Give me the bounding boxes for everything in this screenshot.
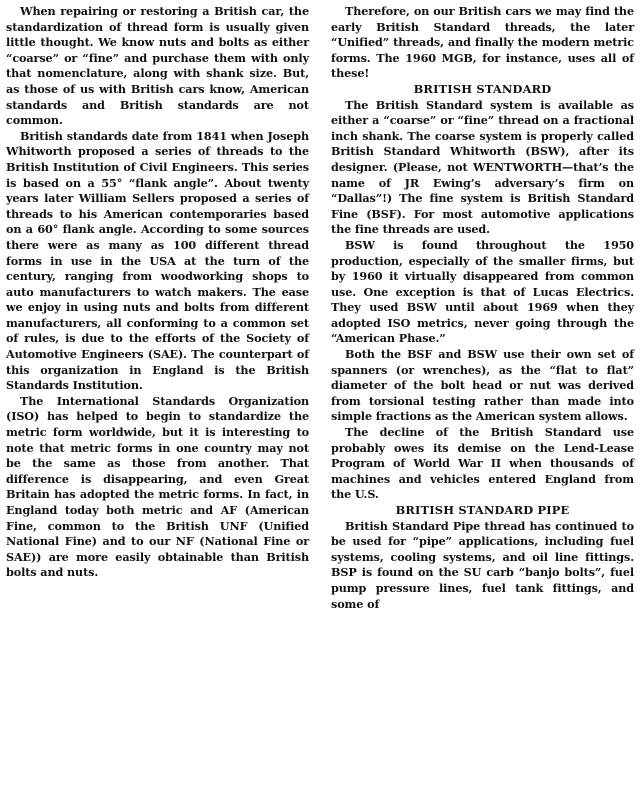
right-column <box>331 4 634 790</box>
paragraph: The British Standard system is available as either a “coarse” or “fine” thread on a fractional inch shank. The coarse system is properly called British Standard Whitworth (BSW), after its designer. (Please, not WENTWORTH—that’s the name of JR Ewing’s adversary’s firm on “Dallas”!) The fine system is British Standard Fine (BSF). For most automotive applications the fine threads are used. <box>331 97 634 237</box>
paragraph: The International Standards Organization (ISO) has helped to begin to standardize the metric form worldwide, but it is interesting to note that metric forms in one country may not be the same as those from another. That difference is disappearing, and even Great Britain has adopted the metric forms. In fact, in England today both metric and AF (American Fine, common to the British UNF (Unified National Fine) and to our NF (National Fine or SAE)) are more easily obtainable than British bolts and nuts. <box>6 393 309 580</box>
section-heading-british-standard-pipe: BRITISH STANDARD PIPE <box>395 503 570 517</box>
paragraph: When repairing or restoring a British car, the standardization of thread form is usually given little thought. We know nuts and bolts as either “coarse” or “fine” and purchase them with only that nomenclature, along with shank size. But, as those of us with British cars know, American standards and British standards are not common. <box>6 4 309 128</box>
intro-paragraph: Therefore, on our British cars we may find the early British Standard threads, the later “Unified” threads, and finally the modern metric forms. The 1960 MGB, for instance, uses all of these! <box>331 4 634 81</box>
paragraph: The decline of the British Standard use probably owes its demise on the Lend-Lease Program of World War II when thousands of machines and vehicles entered England from the U.S. <box>331 425 634 502</box>
paragraph: BSW is found throughout the 1950 production, especially of the smaller firms, but by 1960 it virtually disappeared from common use. One exception is that of Lucas Electrics. They used BSW until about 1969 when they adopted ISO metrics, never going through the “American Phase.” <box>331 237 634 346</box>
left-column <box>6 4 309 790</box>
paragraph: British standards date from 1841 when Joseph Whitworth proposed a series of threads to the British Institution of Civil Engineers. This series is based on a 55° “flank angle”. About twenty years later William Sellers proposed a series of threads to his American contemporaries based on a 60° flank angle. According to some sources there were as many as 100 different thread forms in use in the USA at the turn of the century, ranging from woodworking shops to auto manufacturers to watch makers. The ease we enjoy in using nuts and bolts from different manufacturers, all conforming to a common set of rules, is due to the efforts of the Society of Automotive Engineers (SAE). The counterpart of this organization in England is the British Standards Institution. <box>6 128 309 393</box>
paragraph: British Standard Pipe thread has continued to be used for “pipe” applications, including fuel systems, cooling systems, and oil line fittings. BSP is found on the SU carb “banjo bolts”, fuel pump pressure lines, fuel tank fittings, and some of <box>331 518 634 611</box>
section-heading-british-standard: BRITISH STANDARD <box>413 81 552 96</box>
paragraph: Both the BSF and BSW use their own set of spanners (or wrenches), as the “flat to flat” diameter of the bolt head or nut was derived from torsional testing rather than made into simple fractions as the American system allows. <box>331 347 634 424</box>
